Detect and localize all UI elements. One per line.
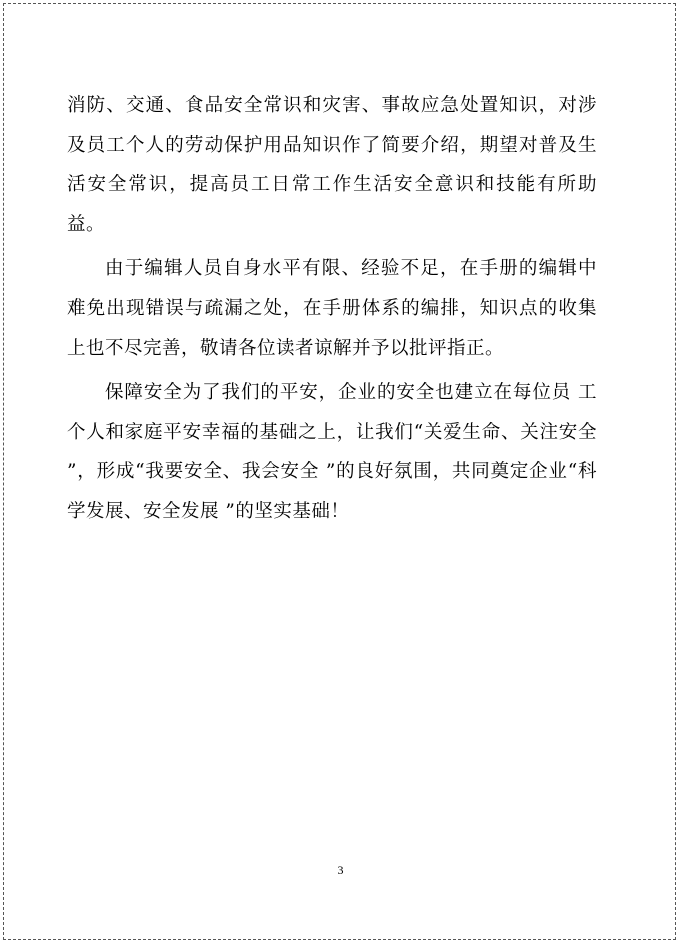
paragraph-editor-note: 由于编辑人员自身水平有限、经验不足，在手册的编辑中难免出现错误与疏漏之处，在手册体系的编排，知识点的收集上也不尽完善，敬请各位读者谅解并予以批评指正。 <box>67 258 597 359</box>
document-body <box>67 86 597 537</box>
page-number: 3 <box>337 863 344 877</box>
paragraph-continued: 消防、交通、食品安全常识和灾害、事故应急处置知识，对涉及员工个人的劳动保护用品知识作了简要介绍，期望对普及生活安全常识，提高员工日常工作生活安全意识和技能有所助益。 <box>67 95 597 235</box>
paragraph-safety-appeal: 保障安全为了我们的平安，企业的安全也建立在每位员 工个人和家庭平安幸福的基础之上，让我们“关爱生命、关注安全 ”，形成“我要安全、我会安全 ”的良好氛围，共同奠定企业“科学发展、安全发展 ”的坚实基础！ <box>67 382 597 522</box>
